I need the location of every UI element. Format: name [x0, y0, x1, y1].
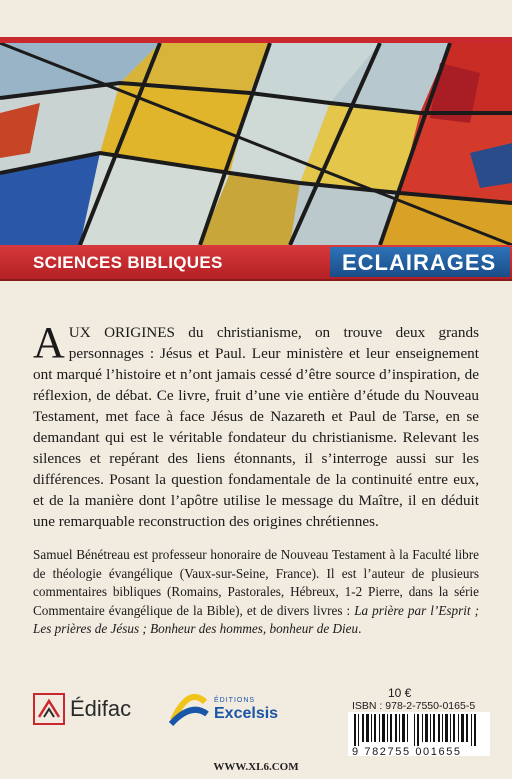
series-label-right-box — [330, 247, 510, 277]
excelsis-name: Excelsis — [214, 705, 279, 722]
barcode-digits: 9 782755 001655 — [352, 746, 462, 758]
author-bio — [33, 546, 479, 639]
stained-glass-illustration — [0, 43, 512, 245]
blurb-text: du christianisme, on trouve deux grands personnages : Jésus et Paul. Leur ministère et leur enseignement ont marqué l’histoire et n’ont jamais cessé d’être source d’inspiration, de réflexion, de débat. Ce livre, fruit d’une vie entière d’étude du Nouveau Testament, met face à face Jésus de Nazareth et Paul de Tarse, en se demandant qui est le véritable fondateur du christianisme. Relevant les silences et repérant des liens étonnants, il s’interroge aussi sur les différences. Posant la question fondamentale de la continuité entre eux, et de la manière dont l’apôtre utilise le message du Maître, il en déduit une remarquable reconstruction des origines chrétiennes. — [33, 324, 480, 530]
author-bio-end: . — [358, 621, 362, 636]
excelsis-editions: ÉDITIONS — [214, 697, 256, 704]
website-link[interactable]: WWW.XL6.COM — [213, 761, 299, 773]
series-label-left: SCIENCES BIBLIQUES — [33, 253, 223, 272]
edifac-logo-icon — [33, 693, 65, 725]
isbn: ISBN : 978-2-7550-0165-5 — [352, 700, 476, 712]
drop-cap: A — [33, 318, 65, 367]
blurb-paragraph — [33, 318, 480, 532]
author-book-titles: La prière par l’Esprit ; Les prières de Jésus ; Bonheur des hommes, bonheur de Dieu — [33, 602, 479, 636]
stained-glass-image — [0, 43, 512, 245]
excelsis-logo-icon — [169, 692, 209, 728]
barcode-bars-icon — [348, 712, 490, 746]
series-label-right: ECLAIRAGES — [342, 250, 497, 275]
edifac-name: Édifac — [70, 696, 132, 721]
edifac-emblem-icon — [35, 695, 63, 723]
series-band — [0, 245, 512, 279]
author-bio-text: Samuel Bénétreau est professeur honoraire de Nouveau Testament à la Faculté libre de théologie évangélique (Vaux-sur-Seine, France). Il est l’auteur de plusieurs commentaires bibliques (Romains, Pastorales, Hébreux, 1-2 Pierre, dans la série Commentaire évangélique de la Bible), et de divers livres : — [33, 547, 479, 618]
blurb-smallcaps: UX ORIGINES — [68, 324, 175, 341]
price: 10 € — [388, 686, 412, 700]
band-underline — [0, 279, 512, 281]
top-bar — [0, 0, 512, 43]
